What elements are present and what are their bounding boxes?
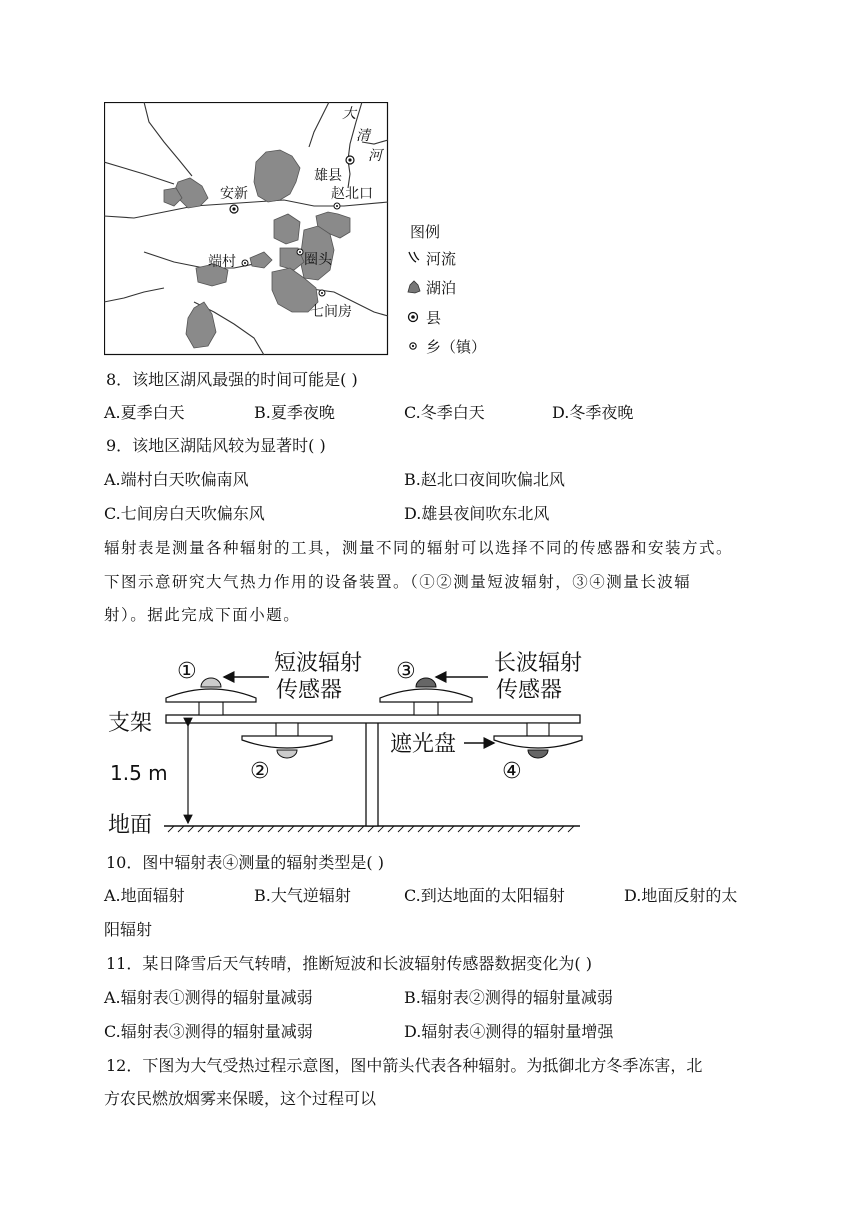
map-label-da: 大 [342,106,356,122]
q11-option-a: A.辐射表①测得的辐射量减弱 [104,988,313,1007]
q11-stem: 11．某日降雪后天气转晴，推断短波和长波辐射传感器数据变化为( ) [106,954,592,973]
long-wave-label-1: 长波辐射 [494,651,583,676]
q9-option-b: B.赵北口夜间吹偏北风 [404,470,565,489]
q9-option-d: D.雄县夜间吹东北风 [404,504,550,523]
legend-label-county: 县 [426,309,442,327]
short-wave-label-1: 短波辐射 [274,651,363,676]
q9-stem: 9．该地区湖陆风较为显著时( ) [106,436,326,455]
sensor-4 [494,723,582,758]
q12-line-2: 方农民燃放烟雾来保暖，这个过程可以 [104,1089,377,1108]
map-label-qing: 清 [356,128,370,144]
ground-hatching [168,826,574,832]
map-legend [406,222,526,362]
map-label-qijianfang: 七间房 [310,304,352,320]
sensor-3 [380,678,472,715]
county-icon [406,309,422,325]
map-label-zhaobeikou: 赵北口 [331,186,373,202]
township-icon [406,338,422,354]
legend-label-township: 乡（镇） [426,338,487,356]
intro-line-1: 辐射表是测量各种辐射的工具，测量不同的辐射可以选择不同的传感器和安装方式。 [104,539,734,557]
q10-option-a: A.地面辐射 [104,886,185,905]
map-label-anxin: 安新 [220,186,248,202]
legend-label-river: 河流 [426,250,457,268]
legend-label-lake: 湖泊 [426,279,457,297]
lake-map [104,102,389,356]
q8-stem: 8．该地区湖风最强的时间可能是( ) [106,370,358,389]
q8-option-b: B.夏季夜晚 [254,403,335,422]
q8-option-c: C.冬季白天 [404,403,485,422]
q11-option-b: B.辐射表②测得的辐射量减弱 [404,988,613,1007]
q10-option-b: B.大气逆辐射 [254,886,351,905]
q8-option-a: A.夏季白天 [104,403,185,422]
sensor-number-2: ② [250,759,270,784]
short-wave-label-2: 传感器 [276,678,343,703]
height-label: 1.5 m [110,761,168,785]
q11-option-d: D.辐射表④测得的辐射量增强 [404,1022,614,1041]
q8-option-d: D.冬季夜晚 [552,403,634,422]
q10-stem: 10．图中辐射表④测量的辐射类型是( ) [106,853,384,872]
support-bar [166,715,580,723]
intro-line-3: 射）。据此完成下面小题。 [104,606,301,624]
q12-line-1: 12．下图为大气受热过程示意图，图中箭头代表各种辐射。为抵御北方冬季冻害，北 [106,1056,703,1075]
legend-title: 图例 [410,223,441,241]
shade-disk-label: 遮光盘 [390,732,457,757]
map-label-duancun: 端村 [208,254,236,270]
sensor-number-1: ① [177,659,197,684]
q10-option-c: C.到达地面的太阳辐射 [404,886,565,905]
map-label-he: 河 [368,148,382,164]
q10-option-d: D.地面反射的太 [624,886,738,905]
sensor-number-3: ③ [396,659,416,684]
radiation-device-diagram [104,640,594,840]
q11-option-c: C.辐射表③测得的辐射量减弱 [104,1022,313,1041]
ground-label: 地面 [108,813,153,838]
support-post [366,722,378,826]
sensor-2 [242,723,332,758]
river-icon [406,250,422,266]
map-label-xiongxian: 雄县 [314,168,342,184]
bracket-label: 支架 [108,711,153,736]
long-wave-label-2: 传感器 [496,678,563,703]
map-label-quantou: 圈头 [304,252,332,268]
q9-option-c: C.七间房白天吹偏东风 [104,504,265,523]
q9-option-a: A.端村白天吹偏南风 [104,470,249,489]
intro-line-2: 下图示意研究大气热力作用的设备装置。（①②测量短波辐射，③④测量长波辐 [104,573,692,591]
lake-icon [406,279,422,295]
sensor-number-4: ④ [502,759,522,784]
q10-option-d-wrap: 阳辐射 [104,920,153,939]
